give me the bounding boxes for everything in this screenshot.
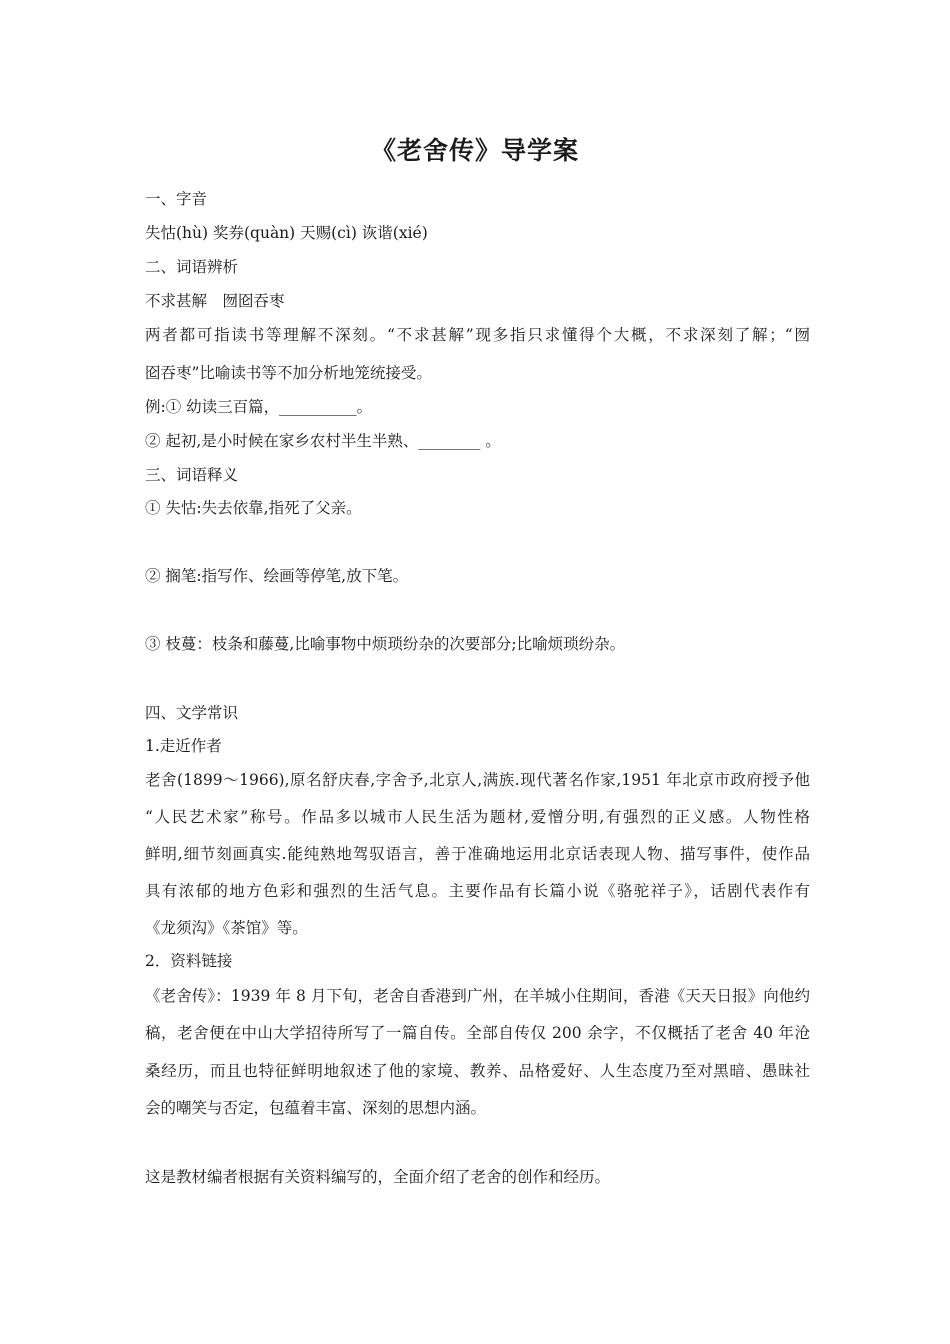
example-2: ② 起初,是小时候在家乡农村半生半熟、________ 。 — [145, 432, 501, 450]
author-line-3: 鲜明,细节刻画真实.能纯熟地驾驭语言，善于准确地运用北京话表现人物、描写事件，使作品 — [145, 845, 810, 863]
resource-line-3: 桑经历，而且也特征鲜明地叙述了他的家境、教养、品格爱好、人生态度乃至对黑暗、愚昧社 — [145, 1062, 810, 1080]
word-analysis-line-2: 囵吞枣”比喻读书等不加分析地笼统接受。 — [145, 364, 432, 382]
example-1: 例:① 幼读三百篇，__________。 — [145, 398, 373, 416]
pronunciation-list: 失怙(hù) 奖券(quàn) 天赐(cì) 诙谐(xié) — [145, 224, 428, 242]
definition-3: ③ 枝蔓：枝条和藤蔓,比喻事物中烦琐纷杂的次要部分;比喻烦琐纷杂。 — [145, 635, 626, 653]
subheading-resources: 2．资料链接 — [145, 952, 233, 970]
definition-2: ② 搁笔:指写作、绘画等停笔,放下笔。 — [145, 567, 409, 585]
section-heading-definitions: 三、词语释义 — [145, 466, 239, 484]
author-line-4: 具有浓郁的地方色彩和强烈的生活气息。主要作品有长篇小说《骆驼祥子》，话剧代表作有 — [145, 882, 810, 900]
resource-line-4: 会的嘲笑与否定，包蕴着丰富、深刻的思想内涵。 — [145, 1099, 487, 1117]
closing-note: 这是教材编者根据有关资料编写的，全面介绍了老舍的创作和经历。 — [145, 1168, 611, 1186]
section-heading-literature: 四、文学常识 — [145, 704, 239, 722]
word-analysis-line-1: 两者都可指读书等理解不深刻。“不求甚解”现多指只求懂得个大概，不求深刻了解；“囫 — [145, 326, 810, 344]
author-line-2: “人民艺术家”称号。作品多以城市人民生活为题材,爱憎分明,有强烈的正义感。人物性格 — [145, 808, 810, 826]
author-line-5: 《龙须沟》《茶馆》等。 — [145, 919, 308, 937]
section-heading-pronunciation: 一、字音 — [145, 190, 208, 208]
author-line-1: 老舍(1899～1966),原名舒庆春,字舍予,北京人,满族.现代著名作家,1951 年北京市政府授予他 — [145, 771, 810, 789]
definition-1: ① 失怙:失去依靠,指死了父亲。 — [145, 499, 362, 517]
resource-line-2: 稿，老舍便在中山大学招待所写了一篇自传。全部自传仅 200 余字，不仅概括了老舍 40 年沧 — [145, 1024, 810, 1042]
section-heading-word-analysis: 二、词语辨析 — [145, 258, 239, 276]
page-title: 《老舍传》导学案 — [370, 136, 579, 165]
resource-line-1: 《老舍传》：1939 年 8 月下旬，老舍自香港到广州，在羊城小住期间，香港《天天日报》向他约 — [145, 987, 810, 1005]
compared-words: 不求甚解 囫囵吞枣 — [145, 292, 285, 310]
subheading-author: 1.走近作者 — [145, 737, 222, 755]
